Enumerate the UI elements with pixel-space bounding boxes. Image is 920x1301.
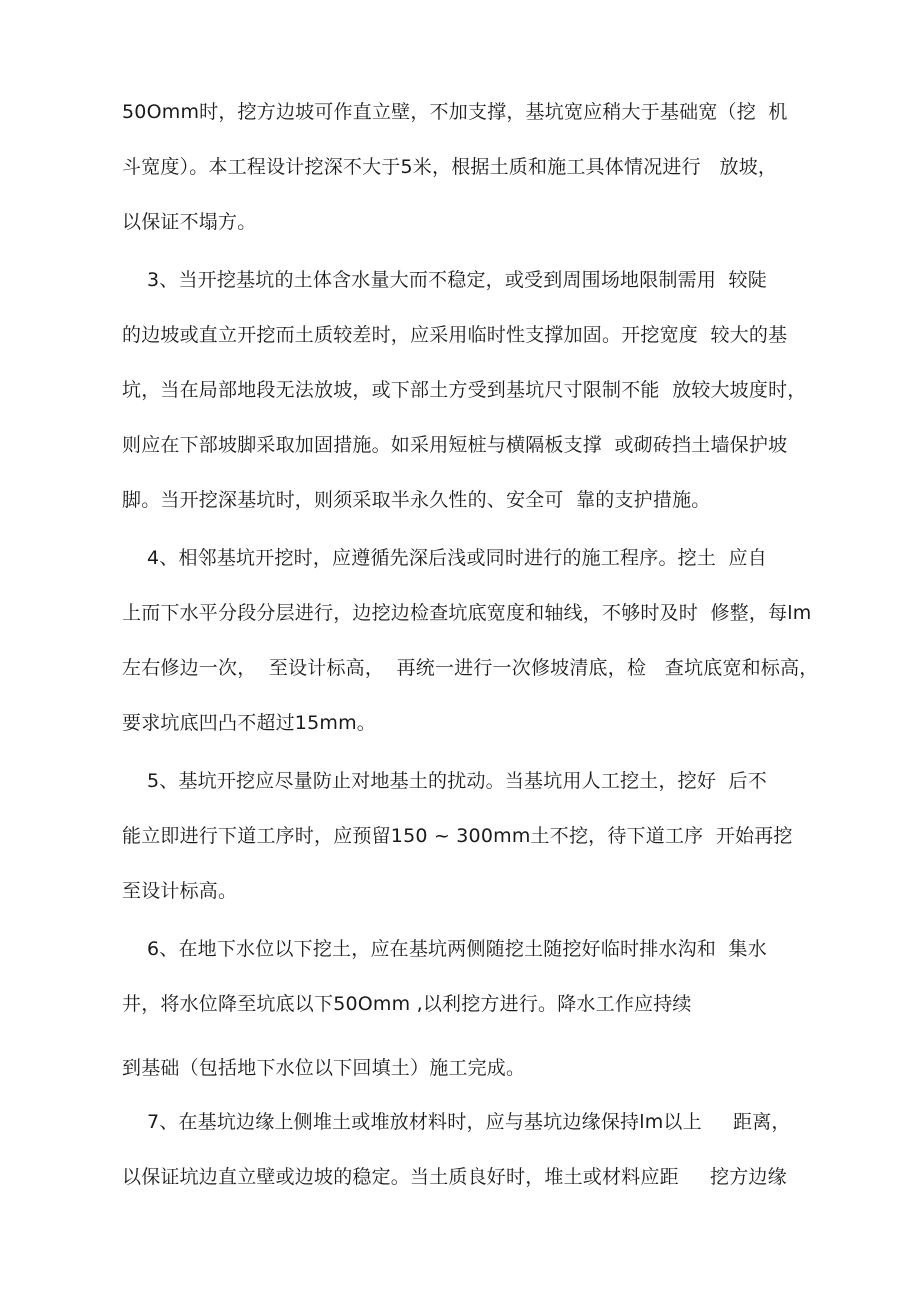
text-line: 到基础（包括地下水位以下回填土）施工完成。 (122, 1057, 526, 1079)
text-line: 则应在下部坡脚采取加固措施。如采用短桩与横隔板支撑 或砌砖挡土墙保护坡 (122, 434, 788, 456)
text-line: 斗宽度）。本工程设计挖深不大于5米，根据土质和施工具体情况进行 放坡， (122, 156, 778, 178)
text-line: 的边坡或直立开挖而土质较差时，应采用临时性支撑加固。开挖宽度 较大的基 (122, 324, 788, 346)
text-line: 3、当开挖基坑的土体含水量大而不稳定，或受到周围场地限制需用 较陡 (122, 269, 767, 291)
text-line: 以保证不塌方。 (122, 211, 257, 233)
text-line: 至设计标高。 (122, 880, 238, 902)
text-line: 50Omm时，挖方边坡可作直立壁，不加支撑，基坑宽应稍大于基础宽（挖 机 (122, 101, 788, 123)
text-line: 井，将水位降至坑底以下50Omm ,以利挖方进行。降水工作应持续 (122, 993, 692, 1015)
text-line: 6、在地下水位以下挖土，应在基坑两侧随挖土随挖好临时排水沟和 集水 (122, 938, 767, 960)
text-line: 脚。当开挖深基坑时，则须采取半永久性的、安全可 靠的支护措施。 (122, 489, 711, 511)
text-line: 坑，当在局部地段无法放坡，或下部土方受到基坑尺寸限制不能 放较大坡度时， (122, 379, 807, 401)
text-line: 4、相邻基坑开挖时，应遵循先深后浅或同时进行的施工程序。挖土 应自 (122, 547, 767, 569)
text-line: 7、在基坑边缘上侧堆土或堆放材料时，应与基坑边缘保持lm以上 距离， (122, 1111, 791, 1133)
text-line: 要求坑底凹凸不超过15mm。 (122, 712, 376, 734)
text-line: 上而下水平分段分层进行，边挖边检查坑底宽度和轴线，不够时及时 修整，每lm (122, 602, 812, 624)
text-line: 左右修边一次， 至设计标高， 再统一进行一次修坡清底，检 查坑底宽和标高， (122, 657, 819, 679)
text-line: 5、基坑开挖应尽量防止对地基土的扰动。当基坑用人工挖土，挖好 后不 (122, 770, 767, 792)
text-line: 能立即进行下道工序时，应预留150 ~ 300mm土不挖，待下道工序 开始再挖 (122, 825, 793, 847)
text-line: 以保证坑边直立壁或边坡的稳定。当土质良好时，堆土或材料应距 挖方边缘 (122, 1166, 787, 1188)
